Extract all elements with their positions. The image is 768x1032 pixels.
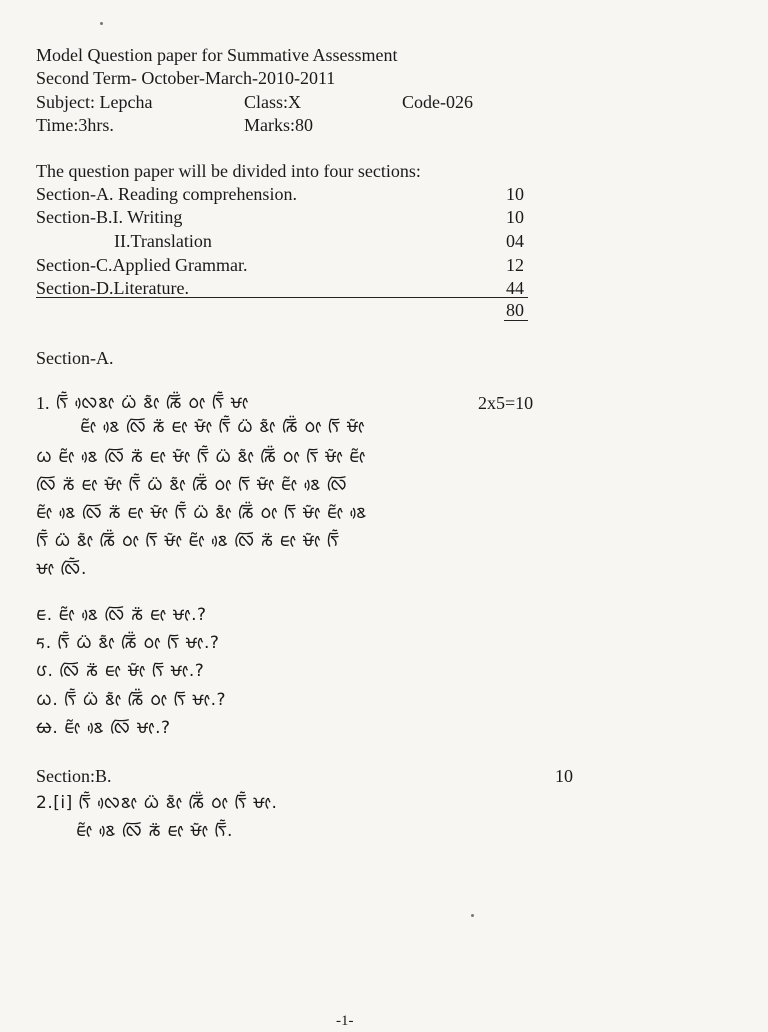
division-label: Section-D.Literature. — [36, 278, 189, 298]
question-number: 1. — [36, 393, 50, 413]
division-label: Section-B.I. Writing — [36, 207, 183, 227]
passage-line: ᰝᰦ ᰜᰩᰶ. — [36, 559, 87, 579]
paper-marks: Marks:80 — [244, 115, 313, 135]
question-instruction: ᰛᰩᰶ ᰜᰴᰣᰦ ᰃᰮ ᰣᰦᰶ ᰕᰩᰮ ᰓᰦ ᰛᰩᰶ ᰝᰦ — [56, 393, 249, 413]
paper-term: Second Term- October-March-2010-2011 — [36, 68, 336, 88]
division-label: Section-C.Applied Grammar. — [36, 255, 248, 275]
division-label: Section-A. Reading comprehension. — [36, 184, 297, 204]
question-marks: 2x5=10 — [478, 393, 534, 413]
passage-line: ᰃ ᰀᰦᰲ ᰣᰴ ᰜᰩ ᰕᰮ ᰀᰦ ᰝᰦᰶ ᰛᰩᰶ ᰃᰮ ᰣᰦᰶ ᰕᰩᰮ ᰓᰦ ᰛᰩ ᰝᰦᰶ ᰀᰦᰲ — [36, 447, 366, 467]
paper-code: Code-026 — [402, 92, 473, 112]
question-2-line: 2.[i] ᰛᰩᰶ ᰜᰴᰣᰦ ᰃᰮ ᰣᰦᰶ ᰕᰩᰮ ᰓᰦ ᰛᰩᰶ ᰝᰦ. — [36, 793, 278, 813]
paper-time: Time:3hrs. — [36, 115, 114, 135]
division-marks: 04 — [506, 231, 524, 251]
comprehension-question: ᰃ. ᰛᰩᰶ ᰃᰮ ᰣᰦᰶ ᰕᰩᰮ ᰓᰦ ᰛᰩ ᰝᰦ.? — [36, 690, 227, 710]
section-a-heading: Section-A. — [36, 348, 114, 368]
question-2-line: ᰀᰦᰲ ᰣᰴ ᰜᰩ ᰕᰮ ᰀᰦ ᰝᰦᰶ ᰛᰩᰶ. — [76, 821, 233, 841]
paper-subject: Subject: Lepcha — [36, 92, 153, 112]
paper-class: Class:X — [244, 92, 302, 112]
page-number: -1- — [336, 1013, 354, 1029]
division-marks: 12 — [506, 255, 524, 275]
passage-line: ᰜᰩ ᰕᰮ ᰀᰦ ᰝᰦᰶ ᰛᰩᰶ ᰃᰮ ᰣᰦᰶ ᰕᰩᰮ ᰓᰦ ᰛᰩ ᰝᰦᰶ ᰀᰦᰲ ᰣᰴ ᰜᰩ — [36, 475, 348, 495]
section-b-marks: 10 — [555, 766, 573, 786]
comprehension-question: ᰀ. ᰀᰦᰲ ᰣᰴ ᰜᰩ ᰕᰮ ᰀᰦ ᰝᰦ.? — [36, 605, 207, 625]
division-marks: 10 — [506, 207, 524, 227]
total-underline — [36, 297, 528, 298]
division-label: II.Translation — [114, 231, 212, 251]
divisions-intro: The question paper will be divided into four sections: — [36, 161, 421, 181]
passage-line: ᰀᰦᰲ ᰣᰴ ᰜᰩ ᰕᰮ ᰀᰦ ᰝᰦᰶ ᰛᰩᰶ ᰃᰮ ᰣᰦᰶ ᰕᰩᰮ ᰓᰦ ᰛᰩ ᰝᰦᰶ ᰀᰦᰲ ᰣᰴ — [36, 503, 367, 523]
comprehension-question: ᰄ. ᰀᰦᰲ ᰣᰴ ᰜᰩ ᰝᰦ.? — [36, 718, 171, 738]
total-marks: 80 — [506, 300, 524, 320]
section-b-heading: Section:B. — [36, 766, 112, 786]
division-marks: 10 — [506, 184, 524, 204]
paper-title: Model Question paper for Summative Assessment — [36, 45, 398, 65]
passage-line: ᰛᰩᰶ ᰃᰮ ᰣᰦᰶ ᰕᰩᰮ ᰓᰦ ᰛᰩ ᰝᰦᰶ ᰀᰦᰲ ᰣᰴ ᰜᰩ ᰕᰮ ᰀᰦ ᰝᰦᰶ ᰛᰩᰶ — [36, 531, 340, 551]
total-double-underline — [504, 320, 528, 321]
scan-speck — [471, 914, 474, 917]
comprehension-question: ᰂ. ᰜᰩ ᰕᰮ ᰀᰦ ᰝᰦᰶ ᰛᰩ ᰝᰦ.? — [36, 661, 205, 681]
scan-speck — [100, 22, 103, 25]
passage-line: ᰀᰦᰲ ᰣᰴ ᰜᰩ ᰕᰮ ᰀᰦ ᰝᰦᰶ ᰛᰩᰶ ᰃᰮ ᰣᰦᰶ ᰕᰩᰮ ᰓᰦ ᰛᰩ ᰝᰦᰶ — [80, 417, 365, 437]
division-marks: 44 — [506, 278, 524, 298]
comprehension-question: ᰁ. ᰛᰩᰶ ᰃᰮ ᰣᰦᰶ ᰕᰩᰮ ᰓᰦ ᰛᰩ ᰝᰦ.? — [36, 633, 220, 653]
